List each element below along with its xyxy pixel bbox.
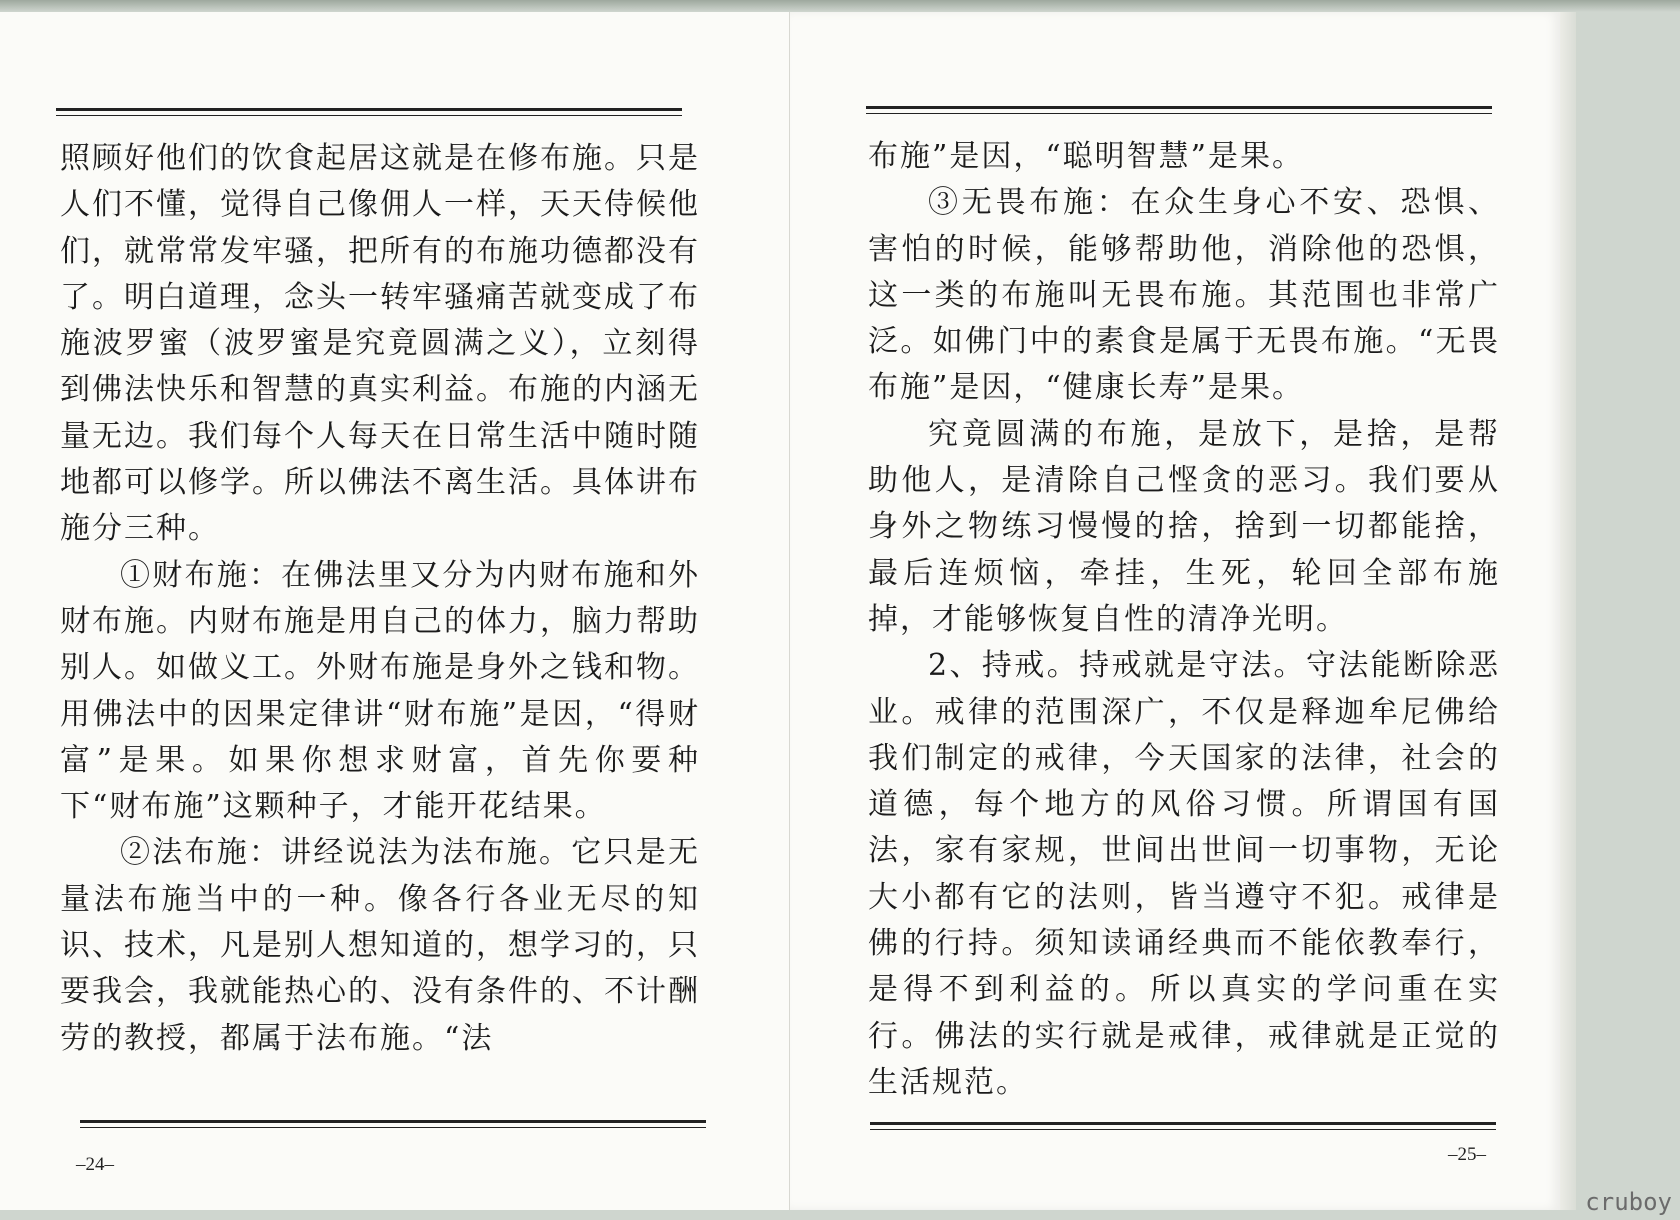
- footer-rule: [80, 1120, 706, 1128]
- paragraph: 布施”是因，“聪明智慧”是果。: [868, 139, 1305, 174]
- left-page: [0, 12, 790, 1210]
- scan-border: [0, 0, 1680, 12]
- paragraph: 照顾好他们的饮食起居这就是在修布施。只是人们不懂，觉得自己像佣人一样，天天侍候他们，就常常发牢骚，把所有的布施功德都没有了。明白道理，念头一转牢骚痛苦就变成了布施波罗蜜（波罗蜜是究竟圆满之义），立刻得到佛法快乐和智慧的真实利益。布施的内涵无量无边。我们每个人每天在日常生活中随时随地都可以修学。所以佛法不离生活。具体讲布施分三种。: [60, 141, 700, 547]
- page-edge: [1560, 12, 1576, 1210]
- right-page: [790, 12, 1560, 1210]
- paragraph: 究竟圆满的布施，是放下，是捨，是帮助他人，是清除自己悭贪的恶习。我们要从身外之物练习慢慢的捨，捨到一切都能捨，最后连烦恼，牵挂，生死，轮回全部布施掉，才能够恢复自性的清净光明。: [868, 416, 1500, 637]
- page-number: –25–: [1448, 1144, 1486, 1165]
- paragraph: ②法布施：讲经说法为法布施。它只是无量法布施当中的一种。像各行各业无尽的知识、技术，凡是别人想知道的，想学习的，只要我会，我就能热心的、没有条件的、不计酬劳的教授，都属于法布施。“法: [60, 835, 700, 1056]
- right-page-text: [868, 134, 1500, 1106]
- paragraph: ①财布施：在佛法里又分为内财布施和外财布施。内财布施是用自己的体力，脑力帮助别人。如做义工。外财布施是身外之钱和物。用佛法中的因果定律讲“财布施”是因，“得财富”是果。如果你想求财富，首先你要种下“财布施”这颗种子，才能开花结果。: [60, 557, 700, 825]
- left-page-text: [60, 136, 700, 1062]
- page-number: –24–: [76, 1154, 114, 1175]
- footer-rule: [870, 1122, 1496, 1130]
- header-rule: [866, 106, 1492, 114]
- header-rule: [56, 108, 682, 116]
- watermark: cruboy: [1585, 1188, 1672, 1216]
- paragraph: 2、持戒。持戒就是守法。守法能断除恶业。戒律的范围深广，不仅是释迦牟尼佛给我们制定的戒律，今天国家的法律，社会的道德，每个地方的风俗习惯。所谓国有国法，家有家规，世间出世间一切事物，无论大小都有它的法则，皆当遵守不犯。戒律是佛的行持。须知读诵经典而不能依教奉行，是得不到利益的。所以真实的学问重在实行。佛法的实行就是戒律，戒律就是正觉的生活规范。: [868, 648, 1500, 1100]
- paragraph: ③无畏布施：在众生身心不安、恐惧、害怕的时候，能够帮助他，消除他的恐惧，这一类的布施叫无畏布施。其范围也非常广泛。如佛门中的素食是属于无畏布施。“无畏布施”是因，“健康长寿”是果。: [868, 185, 1500, 406]
